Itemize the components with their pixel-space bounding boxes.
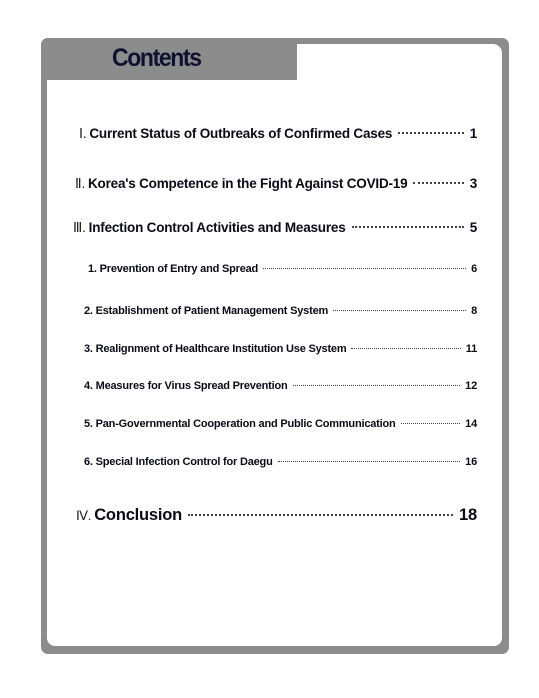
toc-subsection-2[interactable] <box>84 305 477 317</box>
page-number: 6 <box>471 263 477 275</box>
toc-conclusion[interactable] <box>76 506 477 525</box>
section-number: Ⅳ. <box>76 508 92 523</box>
section-title: Korea's Competence in the Fight Against COVID-19 <box>88 176 408 191</box>
section-number: Ⅰ. <box>79 126 87 141</box>
page-number: 12 <box>465 380 477 392</box>
panel-tab <box>297 44 502 84</box>
toc-subsection-3[interactable] <box>84 343 477 355</box>
section-title: Conclusion <box>94 506 183 524</box>
dot-leader <box>401 423 461 424</box>
contents-panel <box>47 80 502 646</box>
dot-leader <box>413 182 463 184</box>
dot-leader <box>398 132 463 134</box>
dot-leader <box>293 385 461 386</box>
page-number: 18 <box>459 506 477 524</box>
section-number: Ⅲ. <box>73 220 86 235</box>
toc-subsection-5[interactable] <box>84 418 477 430</box>
toc-subsection-4[interactable] <box>84 380 477 392</box>
page-title: Contents <box>112 44 201 72</box>
section-title: Infection Control Activities and Measures <box>88 220 346 235</box>
section-title: Current Status of Outbreaks of Confirmed Cases <box>89 126 393 141</box>
subsection-title: 1. Prevention of Entry and Spread <box>88 263 259 275</box>
toc-section-3[interactable] <box>73 220 477 236</box>
dot-leader <box>188 514 453 516</box>
page-number: 16 <box>465 456 477 468</box>
dot-leader <box>278 461 461 462</box>
toc-section-2[interactable] <box>75 176 477 192</box>
subsection-title: 5. Pan-Governmental Cooperation and Public Communication <box>84 418 396 430</box>
subsection-title: 2. Establishment of Patient Management System <box>84 305 329 317</box>
page-number: 1 <box>469 126 477 141</box>
section-number: Ⅱ. <box>75 176 85 191</box>
subsection-title: 4. Measures for Virus Spread Prevention <box>84 380 288 392</box>
subsection-title: 3. Realignment of Healthcare Institution Use System <box>84 343 347 355</box>
subsection-title: 6. Special Infection Control for Daegu <box>84 456 273 468</box>
page-number: 5 <box>469 220 477 235</box>
dot-leader <box>352 226 464 228</box>
page-number: 11 <box>465 343 477 355</box>
dot-leader <box>351 348 460 349</box>
page-number: 3 <box>469 176 477 191</box>
toc-subsection-1[interactable] <box>88 263 477 275</box>
dot-leader <box>263 268 466 269</box>
dot-leader <box>333 310 466 311</box>
page-number: 8 <box>471 305 477 317</box>
page-number: 14 <box>465 418 477 430</box>
toc-section-1[interactable] <box>79 126 477 142</box>
toc-subsection-6[interactable] <box>84 456 477 468</box>
